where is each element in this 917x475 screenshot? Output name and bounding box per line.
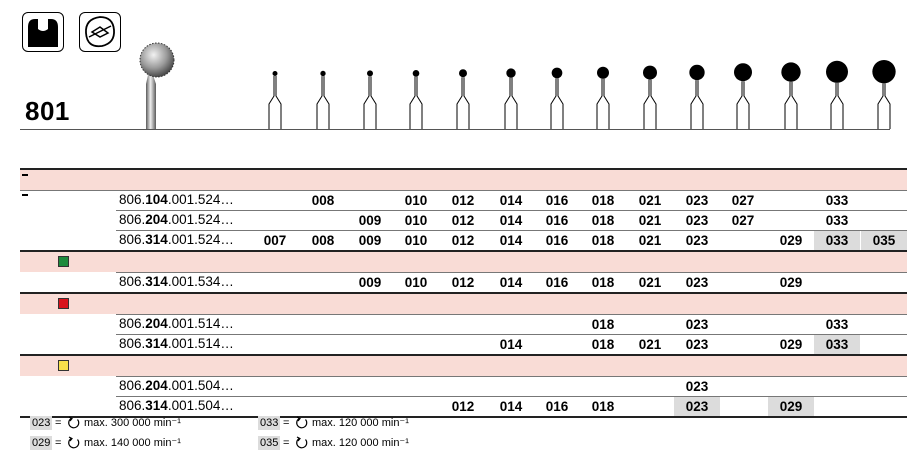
part-number (119, 192, 234, 207)
size-cell-012: 012 (451, 213, 475, 228)
bur-silhouette-009 (364, 70, 376, 129)
part-number (119, 378, 234, 393)
legend-equals: = (283, 437, 290, 449)
size-cell-014: 014 (499, 233, 523, 248)
size-cell-012: 012 (451, 399, 475, 414)
part-number (119, 212, 234, 227)
legend-speed: max. 140 000 min⁻¹ (84, 437, 181, 449)
grit-color-swatch-g (58, 256, 69, 267)
part-number-suffix: .001.514… (167, 316, 234, 331)
part-number-prefix: 806. (119, 378, 146, 393)
baseline-rule (20, 129, 890, 130)
part-number-prefix: 806. (119, 212, 146, 227)
rotation-speed-icon (67, 416, 80, 429)
size-cell-014: 014 (499, 399, 523, 414)
rotation-speed-icon (295, 436, 308, 449)
part-number (119, 232, 234, 247)
size-cell-014: 014 (499, 193, 523, 208)
size-cell-012: 012 (451, 193, 475, 208)
bur-size-illustration (0, 36, 917, 132)
size-cell-007: 007 (263, 233, 287, 248)
size-cell-029: 029 (779, 275, 803, 290)
size-cell-014: 014 (499, 275, 523, 290)
grit-color-swatch-f (58, 298, 69, 309)
part-number-shank: 104 (145, 192, 168, 207)
bur-photo (140, 43, 174, 129)
part-number (119, 398, 234, 413)
part-number-prefix: 806. (119, 192, 146, 207)
size-cell-016: 016 (545, 233, 569, 248)
bur-silhouette-008 (317, 71, 329, 129)
size-cell-021: 021 (638, 233, 662, 248)
size-cell-023: 023 (685, 275, 709, 290)
size-cell-008: 008 (311, 233, 335, 248)
part-number-shank: 314 (145, 398, 168, 413)
bur-silhouette-016 (551, 68, 563, 129)
bur-silhouette-018 (597, 67, 609, 129)
size-cell-014: 014 (499, 337, 523, 352)
size-cell-033: 033 (814, 335, 860, 354)
part-number-prefix: 806. (119, 232, 146, 247)
size-cell-023: 023 (685, 337, 709, 352)
part-number-shank: 314 (145, 336, 168, 351)
size-cell-023: 023 (685, 193, 709, 208)
size-cell-023: 023 (685, 317, 709, 332)
part-number-prefix: 806. (119, 398, 146, 413)
size-cell-033: 033 (814, 231, 860, 250)
size-cell-012: 012 (451, 275, 475, 290)
size-cell-033: 033 (825, 213, 849, 228)
part-number (119, 274, 234, 289)
size-cell-018: 018 (591, 233, 615, 248)
legend-size: 033 (260, 417, 279, 429)
size-cell-012: 012 (451, 233, 475, 248)
part-number-prefix: 806. (119, 316, 146, 331)
part-number-shank: 204 (145, 316, 168, 331)
part-number-suffix: .001.504… (167, 378, 234, 393)
model-title: 801 (25, 96, 70, 126)
bur-silhouette-021 (643, 66, 657, 129)
size-cell-008: 008 (311, 193, 335, 208)
legend-speed: max. 120 000 min⁻¹ (312, 417, 409, 429)
size-cell-027: 027 (731, 213, 755, 228)
size-cell-023: 023 (674, 397, 720, 416)
size-cell-010: 010 (404, 233, 428, 248)
size-cell-018: 018 (591, 399, 615, 414)
part-number-suffix: .001.534… (167, 274, 234, 289)
size-cell-010: 010 (404, 193, 428, 208)
ref-tag (22, 174, 28, 176)
legend-speed: max. 120 000 min⁻¹ (312, 437, 409, 449)
size-cell-029: 029 (768, 397, 814, 416)
ref-band (20, 170, 907, 190)
row-rule (116, 314, 907, 315)
legend-size: 035 (260, 437, 279, 449)
section-band-g (20, 252, 907, 272)
rotation-speed-icon (67, 436, 80, 449)
legend-equals: = (55, 437, 62, 449)
size-cell-009: 009 (358, 275, 382, 290)
part-number-suffix: .001.524… (167, 212, 234, 227)
bur-silhouette-007 (269, 71, 281, 129)
legend-speed: max. 300 000 min⁻¹ (84, 417, 181, 429)
part-number-suffix: .001.514… (167, 336, 234, 351)
section-band-c (20, 356, 907, 376)
size-cell-009: 009 (358, 213, 382, 228)
bur-silhouette-027 (734, 63, 752, 129)
bur-silhouette-033 (826, 61, 848, 129)
part-number-suffix: .001.524… (167, 232, 234, 247)
part-number-shank: 314 (145, 232, 168, 247)
size-cell-018: 018 (591, 337, 615, 352)
part-number-shank: 204 (145, 212, 168, 227)
size-cell-021: 021 (638, 337, 662, 352)
size-cell-018: 018 (591, 275, 615, 290)
size-cell-021: 021 (638, 213, 662, 228)
row-rule (116, 376, 907, 377)
size-cell-016: 016 (545, 193, 569, 208)
size-cell-018: 018 (591, 213, 615, 228)
size-cell-035: 035 (861, 231, 907, 250)
size-cell-023: 023 (685, 233, 709, 248)
bur-silhouette-035 (872, 60, 895, 129)
size-cell-018: 018 (591, 193, 615, 208)
part-number-prefix: 806. (119, 336, 146, 351)
size-cell-016: 016 (545, 213, 569, 228)
size-cell-023: 023 (685, 379, 709, 394)
part-number (119, 336, 234, 351)
size-cell-014: 014 (499, 213, 523, 228)
size-cell-010: 010 (404, 213, 428, 228)
part-number-prefix: 806. (119, 274, 146, 289)
size-cell-033: 033 (825, 193, 849, 208)
size-cell-029: 029 (779, 233, 803, 248)
bur-silhouette-014 (505, 68, 517, 129)
part-number-suffix: .001.504… (167, 398, 234, 413)
legend-equals: = (55, 417, 62, 429)
part-number-suffix: .001.524… (167, 192, 234, 207)
size-cell-010: 010 (404, 275, 428, 290)
bur-silhouette-010 (410, 70, 422, 129)
part-number-shank: 314 (145, 274, 168, 289)
legend-size: 023 (32, 417, 51, 429)
size-cell-016: 016 (545, 399, 569, 414)
bur-silhouette-029 (781, 62, 800, 129)
part-number-shank: 204 (145, 378, 168, 393)
grit-color-swatch-c (58, 360, 69, 371)
legend-equals: = (283, 417, 290, 429)
rotation-speed-icon (295, 416, 308, 429)
size-cell-027: 027 (731, 193, 755, 208)
size-cell-021: 021 (638, 193, 662, 208)
size-cell-009: 009 (358, 233, 382, 248)
part-number (119, 316, 234, 331)
legend-size: 029 (32, 437, 51, 449)
bur-silhouette-023 (689, 65, 704, 129)
size-cell-021: 021 (638, 275, 662, 290)
section-band-f (20, 294, 907, 314)
size-cell-018: 018 (591, 317, 615, 332)
size-cell-023: 023 (685, 213, 709, 228)
size-cell-029: 029 (779, 337, 803, 352)
bur-silhouette-012 (457, 69, 469, 129)
iso-tag (22, 194, 28, 196)
size-cell-016: 016 (545, 275, 569, 290)
size-cell-033: 033 (825, 317, 849, 332)
